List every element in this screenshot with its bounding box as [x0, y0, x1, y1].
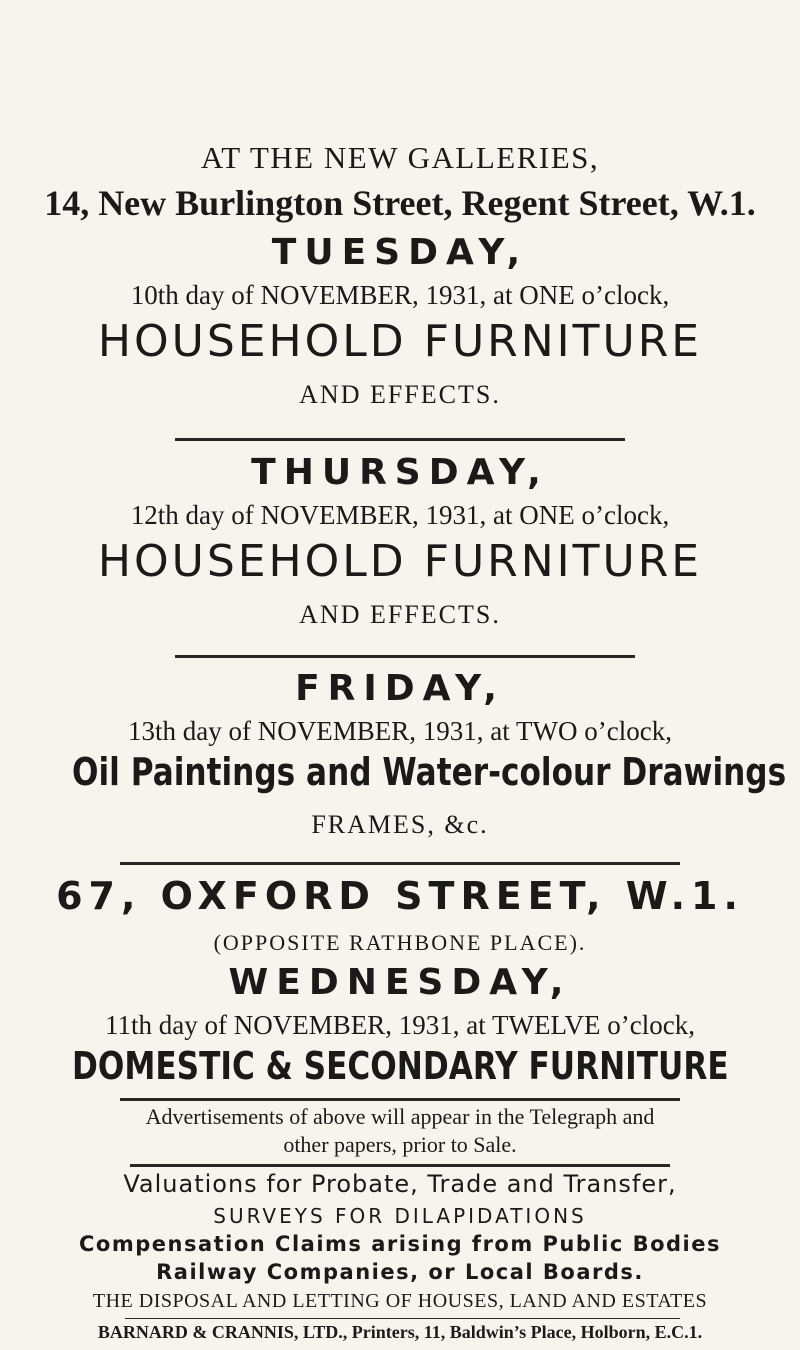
sale-day-friday: FRIDAY, — [295, 668, 505, 709]
oxford-street-address: 67, OXFORD STREET, W.1. — [56, 874, 744, 918]
divider — [175, 655, 635, 658]
divider — [120, 1098, 680, 1101]
sale-subtitle-thursday: AND EFFECTS. — [299, 600, 501, 629]
divider — [175, 438, 625, 441]
printer-imprint: BARNARD & CRANNIS, LTD., Printers, 11, Baldwin’s Place, Holborn, E.C.1. — [97, 1322, 703, 1342]
notice-line-1: Advertisements of above will appear in the Telegraph and — [145, 1104, 655, 1129]
sale-title-tuesday: HOUSEHOLD FURNITURE — [97, 316, 703, 367]
surveys-line: SURVEYS FOR DILAPIDATIONS — [213, 1204, 587, 1228]
sale-date-friday: 13th day of NOVEMBER, 1931, at TWO o’clock, — [128, 716, 672, 746]
divider — [125, 1318, 680, 1319]
notice-line-2: other papers, prior to Sale. — [283, 1132, 517, 1157]
railway-line: Railway Companies, or Local Boards. — [156, 1260, 644, 1284]
sale-day-tuesday: TUESDAY, — [271, 232, 529, 273]
valuations-line: Valuations for Probate, Trade and Transfer, — [123, 1170, 677, 1198]
gallery-heading: AT THE NEW GALLERIES, — [200, 140, 600, 175]
disposal-line: THE DISPOSAL AND LETTING OF HOUSES, LAND AND ESTATES — [92, 1290, 708, 1312]
compensation-line: Compensation Claims arising from Public Bodies — [79, 1232, 721, 1256]
sale-subtitle-friday: FRAMES, &c. — [311, 810, 489, 839]
sale-day-thursday: THURSDAY, — [251, 452, 549, 493]
divider — [120, 862, 680, 865]
divider — [130, 1164, 670, 1167]
sale-title-friday: Oil Paintings and Water-colour Drawings — [72, 750, 787, 794]
opposite-note: (OPPOSITE RATHBONE PLACE). — [213, 930, 587, 955]
sale-title-wednesday: DOMESTIC & SECONDARY FURNITURE — [72, 1044, 729, 1088]
sale-date-tuesday: 10th day of NOVEMBER, 1931, at ONE o’clock, — [130, 280, 670, 310]
sale-day-wednesday: WEDNESDAY, — [228, 962, 572, 1003]
sale-subtitle-tuesday: AND EFFECTS. — [299, 380, 501, 409]
gallery-address: 14, New Burlington Street, Regent Street, W.1. — [44, 183, 756, 223]
sale-date-thursday: 12th day of NOVEMBER, 1931, at ONE o’clock, — [130, 500, 670, 530]
sale-date-wednesday: 11th day of NOVEMBER, 1931, at TWELVE o’clock, — [105, 1010, 695, 1040]
sale-title-thursday: HOUSEHOLD FURNITURE — [97, 536, 703, 587]
